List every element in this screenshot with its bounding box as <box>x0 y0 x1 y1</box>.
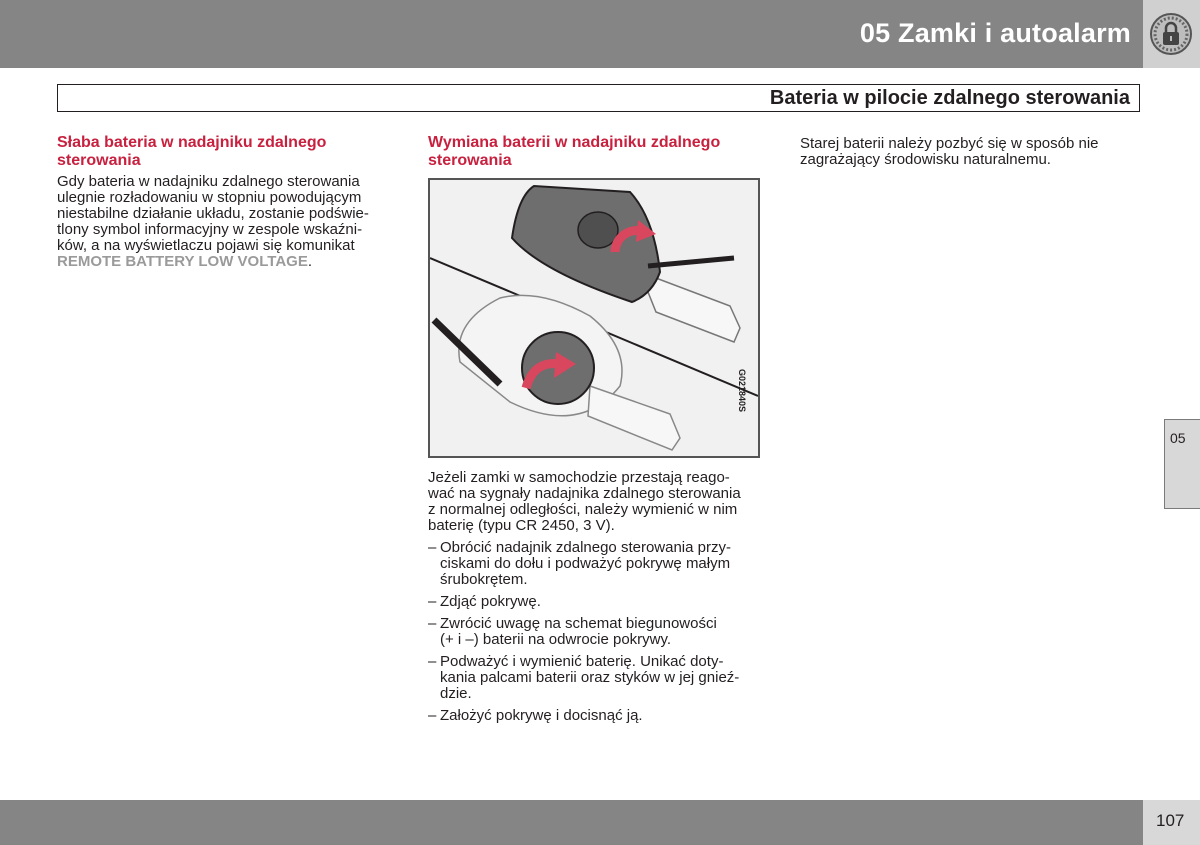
message-period: . <box>307 253 312 270</box>
remote-battery-illustration <box>428 178 760 458</box>
low-battery-body: Gdy bateria w nadajniku zdalnego sterowania ulegnie rozładowaniu w stopniu powodującym niestabilne działanie układu, zostanie podświe- tlony symbol informacyjny w zespole wskaźni- ków, a na wyświetlaczu pojawi się komunikat <box>57 173 369 254</box>
step-item: – Obrócić nadajnik zdalnego sterowania przy- ciskami do dołu i podważyć pokrywę małym śrubokrętem. <box>428 540 773 588</box>
replacement-intro: Jeżeli zamki w samochodzie przestają reago- wać na sygnały nadajnika zdalnego sterowania z normalnej odległości, należy wymienić w nim baterię (typu CR 2450, 3 V). <box>428 469 741 534</box>
page-number-box <box>1143 800 1200 845</box>
battery-replacement-heading: Wymiana baterii w nadajniku zdalnego sterowania <box>428 134 721 169</box>
section-title-box <box>57 84 1140 112</box>
low-battery-heading: Słaba bateria w nadajniku zdalnego sterowania <box>57 134 327 169</box>
column-disposal <box>800 136 1145 168</box>
step-item: – Zdjąć pokrywę. <box>428 594 773 610</box>
chapter-icon-box <box>1143 0 1200 68</box>
replacement-steps <box>428 540 773 724</box>
remote-key-bottom <box>434 295 680 450</box>
step-item: – Podważyć i wymienić baterię. Unikać doty- kania palcami baterii oraz styków w jej gnieź- dzie. <box>428 654 773 702</box>
footer-bar <box>0 800 1143 845</box>
column-battery-replacement <box>428 134 773 730</box>
chapter-title: 05 Zamki i autoalarm <box>859 18 1131 48</box>
disposal-text: Starej baterii należy pozbyć się w sposób nie zagrażający środowisku naturalnemu. <box>800 135 1099 168</box>
column-low-battery <box>57 134 402 270</box>
low-battery-text <box>57 174 402 270</box>
step-item: – Założyć pokrywę i docisnąć ją. <box>428 708 773 724</box>
page-number: 107 <box>1156 811 1185 830</box>
step-item: – Zwrócić uwagę na schemat biegunowości (+ i –) baterii na odwrocie pokrywy. <box>428 616 773 648</box>
section-title: Bateria w pilocie zdalnego sterowania <box>769 87 1130 109</box>
chapter-tab-label: 05 <box>1170 430 1186 446</box>
chapter-tab[interactable] <box>1164 419 1200 509</box>
figure-code: G021840S <box>737 368 747 412</box>
header-bar <box>0 0 1143 68</box>
remote-key-illustration <box>430 180 758 456</box>
lock-badge-icon <box>1149 12 1193 56</box>
display-message: REMOTE BATTERY LOW VOLTAGE <box>57 253 308 270</box>
